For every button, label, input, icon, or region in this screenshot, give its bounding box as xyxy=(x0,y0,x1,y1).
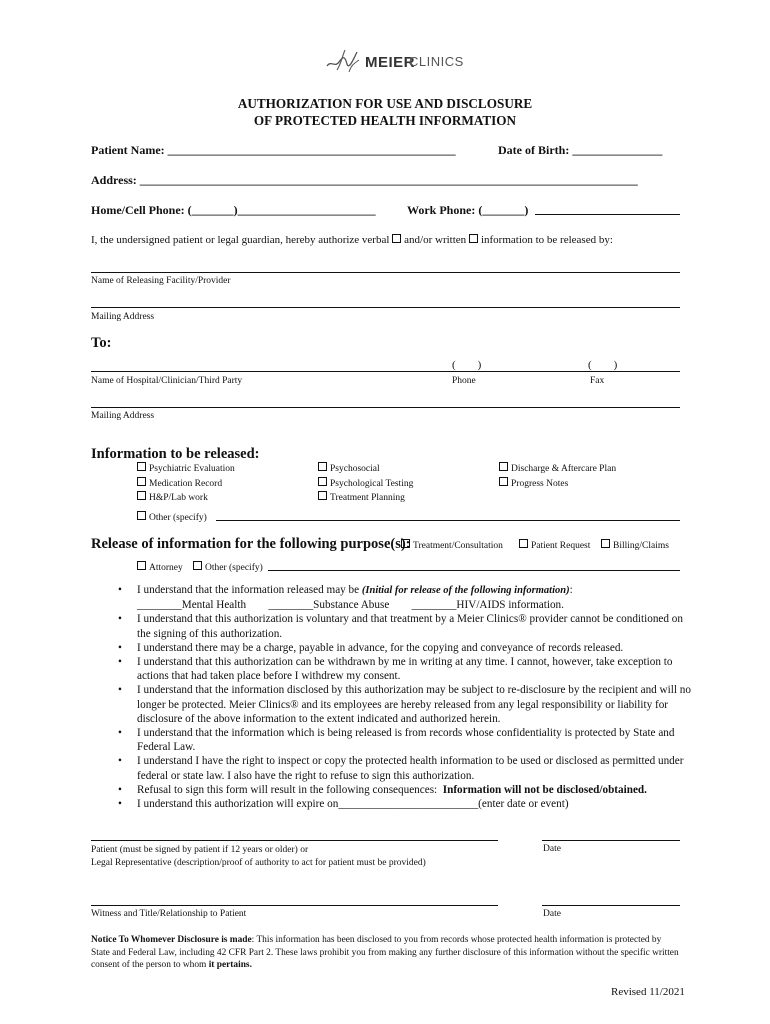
title-line-1: AUTHORIZATION FOR USE AND DISCLOSURE xyxy=(237,96,533,111)
purpose-option-label: Billing/Claims xyxy=(613,541,669,551)
disclosure-notice xyxy=(91,934,681,972)
list-item: • I understand there may be a charge, payable in advance, for the copying and conveyance of records released. xyxy=(118,641,693,655)
authorization-text-3: information to be released by: xyxy=(480,234,613,246)
statement-text: : xyxy=(569,584,573,596)
info-option-label: Psychological Testing xyxy=(330,478,414,489)
purpose-other-line[interactable] xyxy=(268,570,680,571)
recipient-phone-paren: ( ) xyxy=(452,359,482,371)
info-option[interactable] xyxy=(499,462,616,477)
releasing-facility-line[interactable] xyxy=(91,272,680,273)
purpose-option-label: Treatment/Consultation xyxy=(413,541,503,551)
releasing-facility-label: Name of Releasing Facility/Provider xyxy=(91,276,231,286)
recipient-phone-label: Phone xyxy=(452,376,476,386)
statement-emphasis: (Initial for release of the following information) xyxy=(361,585,570,596)
info-option-label: Psychosocial xyxy=(330,464,380,474)
clinic-logo xyxy=(325,46,464,78)
verbal-checkbox[interactable] xyxy=(392,234,401,243)
list-item: • I understand that this authorization can be withdrawn by me in writing at any time. I cannot, however, take exception to actions that had taken place before I withdrew my consent. xyxy=(118,655,693,683)
checkbox-icon[interactable] xyxy=(318,491,327,500)
initials-line[interactable]: ________Mental Health ________Substance Abuse ________HIV/AIDS information. xyxy=(137,599,564,612)
revision-date: Revised 11/2021 xyxy=(611,986,685,998)
date-line-2[interactable] xyxy=(542,905,680,906)
info-option-label: H&P/Lab work xyxy=(149,493,208,503)
purpose-attorney-option[interactable] xyxy=(137,561,183,573)
recipient-mailing-label: Mailing Address xyxy=(91,411,155,421)
checkbox-icon[interactable] xyxy=(601,539,610,548)
info-option-label: Progress Notes xyxy=(511,478,569,489)
checkbox-icon[interactable] xyxy=(499,462,508,471)
recipient-line[interactable] xyxy=(91,371,680,372)
checkbox-icon[interactable] xyxy=(137,561,146,570)
info-option[interactable] xyxy=(318,462,413,477)
info-option[interactable] xyxy=(137,491,235,506)
purpose-option[interactable] xyxy=(401,539,503,551)
checkbox-icon[interactable] xyxy=(519,539,528,548)
authorization-statement xyxy=(91,234,613,246)
list-item: • I understand that the information which is being released is from records whose confidentiality is protected by State and Federal Law. xyxy=(118,726,693,754)
address-field[interactable]: Address: ___________________________________________________________________________________ xyxy=(91,173,638,187)
checkbox-icon[interactable] xyxy=(137,491,146,500)
logo-mark-icon xyxy=(325,46,361,76)
recipient-fax-label: Fax xyxy=(590,376,605,386)
date-line-1[interactable] xyxy=(542,840,680,841)
checkbox-icon[interactable] xyxy=(137,477,146,486)
work-phone-field[interactable]: Work Phone: (_______) xyxy=(407,203,529,217)
purpose-other-label: Other (specify) xyxy=(205,563,263,573)
info-col-2 xyxy=(318,462,413,506)
purpose-option[interactable] xyxy=(601,539,669,551)
info-option-label: Discharge & Aftercare Plan xyxy=(511,464,617,474)
acknowledgement-list xyxy=(118,583,693,811)
purpose-attorney-label: Attorney xyxy=(149,563,183,573)
info-option-label: Treatment Planning xyxy=(330,493,405,503)
checkbox-icon[interactable] xyxy=(193,561,202,570)
work-phone-line xyxy=(535,214,680,215)
title-line-2: OF PROTECTED HEALTH INFORMATION xyxy=(253,113,517,128)
written-checkbox[interactable] xyxy=(469,234,478,243)
checkbox-icon[interactable] xyxy=(137,462,146,471)
purpose-option-label: Patient Request xyxy=(531,541,591,551)
patient-signature-line[interactable] xyxy=(91,840,498,841)
patient-signature-label xyxy=(91,844,426,869)
info-col-3 xyxy=(499,462,616,491)
authorization-text-2: and/or written xyxy=(404,234,467,246)
home-phone-field[interactable]: Home/Cell Phone: (_______)_______________________ xyxy=(91,203,376,217)
info-option[interactable] xyxy=(499,477,616,492)
witness-label: Witness and Title/Relationship to Patient xyxy=(91,909,247,919)
recipient-mailing-line[interactable] xyxy=(91,407,680,408)
info-option-label: Medication Record xyxy=(149,478,223,489)
checkbox-icon[interactable] xyxy=(318,462,327,471)
checkbox-icon[interactable] xyxy=(401,539,410,548)
notice-heading: Notice To Whomever Disclosure is made xyxy=(91,935,252,945)
info-option-label: Psychiatric Evaluation xyxy=(149,464,235,474)
list-item: • I understand this authorization will expire on_________________________(enter date or event) xyxy=(118,797,693,811)
notice-text: : This information has been disclosed to you from records whose protected health information is protected by State and Federal Law, including 42 CFR Part 2. These laws prohibit you from making any further disclosure of this information without the specific written consent of the person to whom xyxy=(91,935,679,970)
list-item xyxy=(118,583,693,612)
purpose-other-option[interactable] xyxy=(193,561,263,573)
info-option[interactable] xyxy=(318,491,413,506)
signature-label-line: Legal Representative (description/proof of authority to act for patient must be provided) xyxy=(91,857,426,868)
releasing-mailing-label: Mailing Address xyxy=(91,312,155,322)
purpose-option[interactable] xyxy=(519,539,590,551)
date-label-2: Date xyxy=(543,909,561,919)
info-option[interactable] xyxy=(137,462,235,477)
notice-end: it pertains. xyxy=(208,960,252,970)
info-heading: Information to be released: xyxy=(91,446,260,462)
statement-text: Refusal to sign this form will result in the following consequences: xyxy=(137,783,443,796)
signature-label-line: Patient (must be signed by patient if 12 years or older) or xyxy=(91,845,309,855)
info-other-line[interactable] xyxy=(216,520,680,521)
checkbox-icon[interactable] xyxy=(137,511,146,520)
list-item xyxy=(118,783,693,797)
logo-text-light: CLINICS xyxy=(409,54,464,69)
recipient-name-label: Name of Hospital/Clinician/Third Party xyxy=(91,376,243,386)
checkbox-icon[interactable] xyxy=(318,477,327,486)
releasing-mailing-line[interactable] xyxy=(91,307,680,308)
recipient-fax-paren: ( ) xyxy=(588,359,618,371)
date-label-1: Date xyxy=(543,844,561,854)
logo-text-bold: MEIER xyxy=(365,54,416,71)
list-item: • I understand I have the right to inspect or copy the protected health information to be used or disclosed as permitted under federal or state law. I also have the right to refuse to sign this authorization. xyxy=(118,754,693,782)
checkbox-icon[interactable] xyxy=(499,477,508,486)
to-heading: To: xyxy=(91,335,112,351)
statement-bold: Information will not be disclosed/obtained. xyxy=(442,783,647,796)
list-item: • I understand that the information disclosed by this authorization may be subject to re-disclosure by the recipient and will no longer be protected. Meier Clinics® and its employees are hereby released from any legal responsibility or liability for disclosure of the above information to the extent indicated and authorized herein. xyxy=(118,683,693,726)
witness-signature-line[interactable] xyxy=(91,905,498,906)
info-col-1 xyxy=(137,462,235,506)
authorization-text-1: I, the undersigned patient or legal guardian, hereby authorize verbal xyxy=(91,234,390,246)
info-other-option[interactable] xyxy=(137,511,207,523)
patient-name-field[interactable]: Patient Name: ________________________________________________ xyxy=(91,143,456,157)
info-option[interactable] xyxy=(137,477,235,492)
info-option[interactable] xyxy=(318,477,413,492)
page-title xyxy=(0,95,770,129)
list-item: • I understand that this authorization is voluntary and that treatment by a Meier Clinics® provider cannot be conditioned on the signing of this authorization. xyxy=(118,612,693,640)
statement-text: I understand that the information released may be xyxy=(137,584,362,596)
dob-field[interactable]: Date of Birth: _______________ xyxy=(498,143,663,157)
purpose-heading: Release of information for the following purpose(s): xyxy=(91,536,411,552)
info-other-label: Other (specify) xyxy=(149,513,207,523)
